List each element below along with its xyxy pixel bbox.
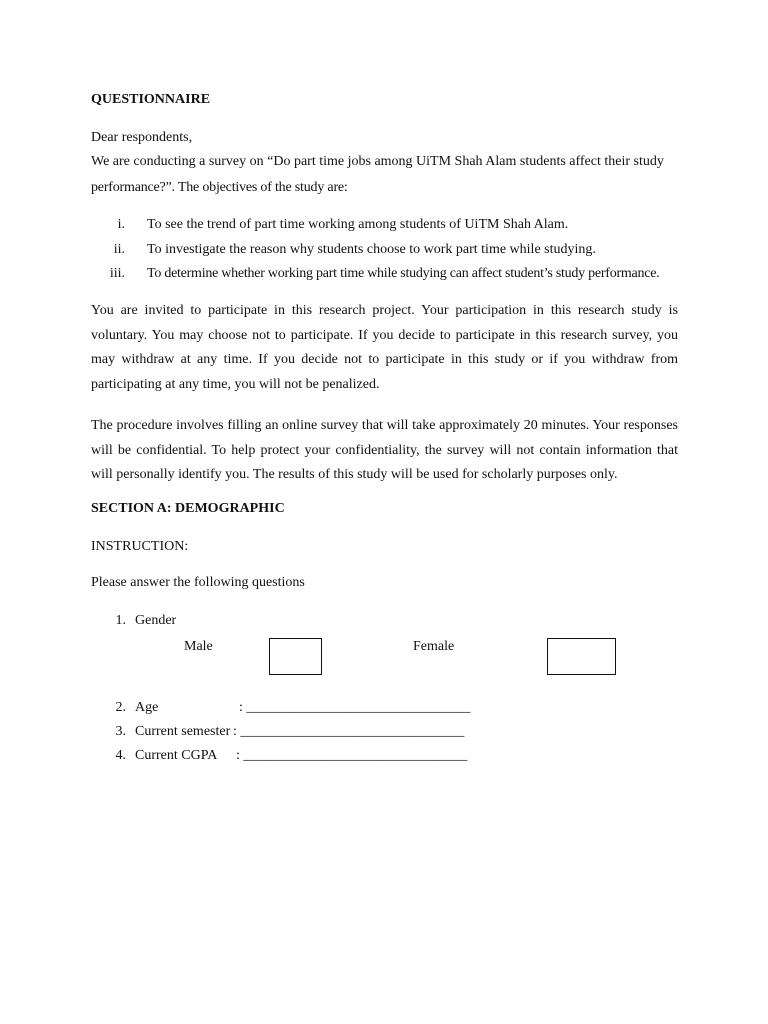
objective-text: To determine whether working part time while studying can affect student’s study performance. [147, 266, 660, 281]
procedure-paragraph: The procedure involves filling an online survey that will take approximately 20 minutes. Your responses will be confidential. To help protect your confidentiality, the survey will not contain information that will personally identify you. The results of this study will be used for scholarly purposes only. [91, 418, 678, 482]
section-heading: SECTION A: DEMOGRAPHIC [91, 501, 285, 516]
intro-line-1: We are conducting a survey on “Do part time jobs among UiTM Shah Alam students affect their study [91, 154, 664, 169]
intro-line-2: performance?”. The objectives of the study are: [91, 180, 348, 195]
semester-answer-line[interactable]: : ________________________________ [233, 724, 465, 739]
objective-text: To investigate the reason why students choose to work part time while studying. [147, 242, 596, 257]
question-number: 1. [115, 613, 126, 628]
objective-text: To see the trend of part time working among students of UiTM Shah Alam. [147, 217, 569, 232]
gender-option-female-label: Female [413, 639, 455, 654]
cgpa-answer-line[interactable]: : ________________________________ [236, 748, 468, 763]
instruction-label: INSTRUCTION: [91, 539, 189, 554]
question-number: 3. [115, 724, 126, 739]
question-label: Current semester [135, 724, 231, 739]
objective-number: i. [117, 217, 125, 232]
question-label: Gender [135, 613, 177, 628]
age-answer-line[interactable]: : ________________________________ [239, 700, 471, 715]
question-label: Age [135, 700, 159, 715]
male-checkbox[interactable] [269, 638, 322, 675]
invitation-paragraph: You are invited to participate in this research project. Your participation in this research study is voluntary. You may choose not to participate. If you decide to participate in this research survey, you may withdraw at any time. If you decide not to participate in this study or if you withdraw from participating at any time, you will not be penalized. [91, 303, 678, 392]
greeting: Dear respondents, [91, 130, 193, 145]
question-label: Current CGPA [135, 748, 218, 763]
instruction-prompt: Please answer the following questions [91, 575, 305, 590]
female-checkbox[interactable] [547, 638, 616, 675]
page-title: QUESTIONNAIRE [91, 92, 211, 107]
gender-option-male-label: Male [184, 639, 213, 654]
objective-number: ii. [113, 242, 125, 257]
objective-number: iii. [109, 266, 125, 281]
question-number: 2. [115, 700, 126, 715]
question-number: 4. [115, 748, 126, 763]
